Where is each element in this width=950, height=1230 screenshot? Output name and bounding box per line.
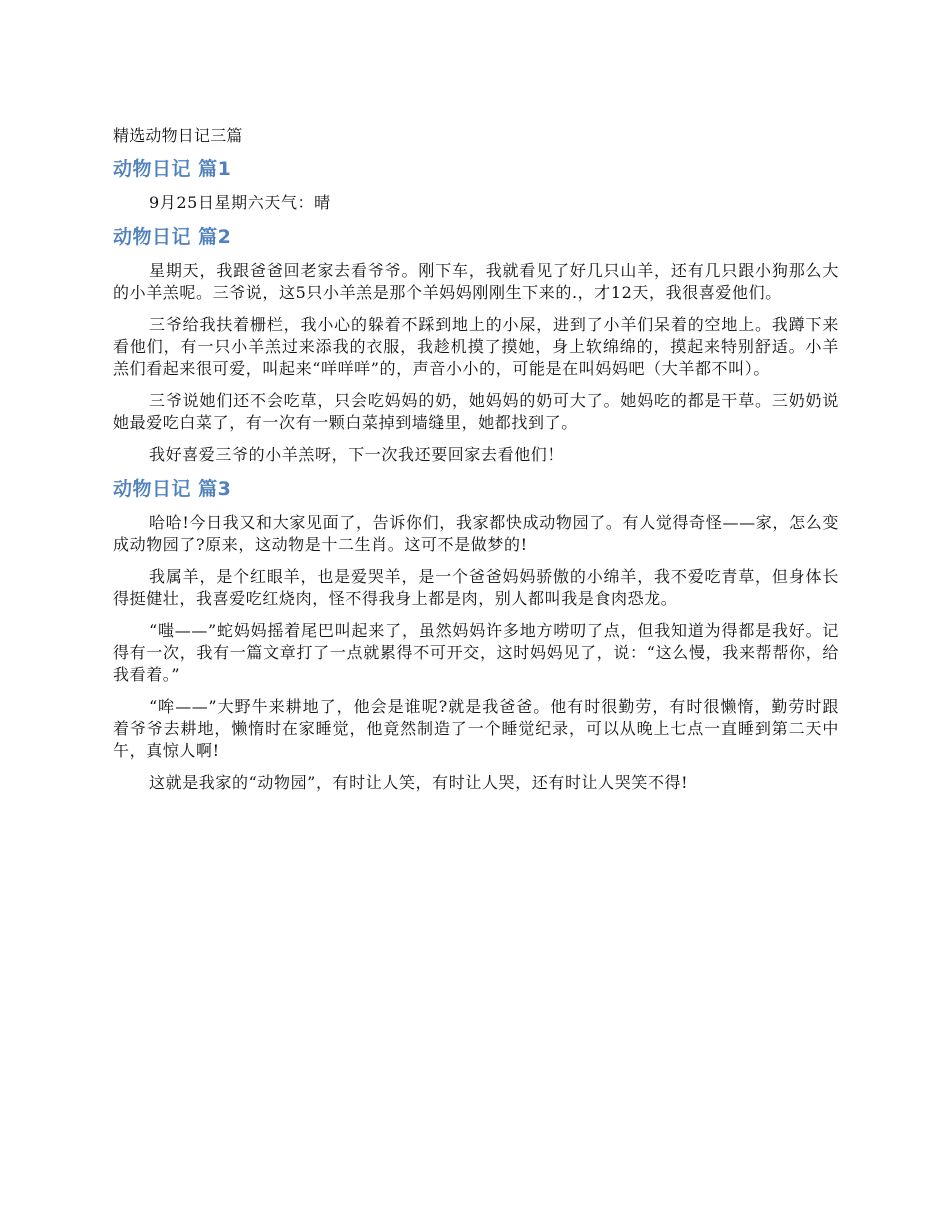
section-1 bbox=[113, 156, 839, 214]
paragraph: 9月25日星期六天气：晴 bbox=[149, 193, 331, 212]
section-heading: 动物日记 篇3 bbox=[113, 478, 232, 500]
section-2 bbox=[113, 224, 839, 466]
paragraph: “哞——”大野牛来耕地了，他会是谁呢?就是我爸爸。他有时很勤劳，有时很懒惰，勤劳时跟着爷爷去耕地，懒惰时在家睡觉，他竟然制造了一个睡觉纪录，可以从晚上七点一直睡到第二天中午，真惊人啊! bbox=[113, 697, 839, 760]
paragraph: 我好喜爱三爷的小羊羔呀，下一次我还要回家去看他们！ bbox=[149, 445, 565, 464]
paragraph: 哈哈!今日我又和大家见面了，告诉你们，我家都快成动物园了。有人觉得奇怪——家，怎么变成动物园了?原来，这动物是十二生肖。这可不是做梦的! bbox=[113, 513, 839, 554]
section-heading: 动物日记 篇2 bbox=[113, 226, 232, 248]
section-3 bbox=[113, 476, 839, 794]
paragraph: 我属羊，是个红眼羊，也是爱哭羊，是一个爸爸妈妈骄傲的小绵羊，我不爱吃青草，但身体长得挺健壮，我喜爱吃红烧肉，怪不得我身上都是肉，别人都叫我是食肉恐龙。 bbox=[113, 567, 839, 608]
section-heading: 动物日记 篇1 bbox=[113, 158, 232, 180]
paragraph: 星期天，我跟爸爸回老家去看爷爷。刚下车，我就看见了好几只山羊，还有几只跟小狗那么大的小羊羔呢。三爷说，这5只小羊羔是那个羊妈妈刚刚生下来的.，才12天，我很喜爱他们。 bbox=[113, 261, 839, 302]
paragraph: 三爷给我扶着栅栏，我小心的躲着不踩到地上的小屎，进到了小羊们呆着的空地上。我蹲下来看他们，有一只小羊羔过来添我的衣服，我趁机摸了摸她，身上软绵绵的，摸起来特别舒适。小羊羔们看起来很可爱，叫起来“咩咩咩”的，声音小小的，可能是在叫妈妈吧（大羊都不叫）。 bbox=[113, 315, 839, 378]
paragraph: 这就是我家的“动物园”，有时让人笑，有时让人哭，还有时让人哭笑不得! bbox=[149, 773, 689, 792]
document-title: 精选动物日记三篇 bbox=[113, 126, 243, 145]
paragraph: “嗤——”蛇妈妈摇着尾巴叫起来了，虽然妈妈许多地方唠叨了点，但我知道为得都是我好。记得有一次，我有一篇文章打了一点就累得不可开交，这时妈妈见了，说：“这么慢，我来帮帮你，给我看着。” bbox=[113, 621, 839, 684]
document-page bbox=[113, 124, 839, 804]
paragraph: 三爷说她们还不会吃草，只会吃妈妈的奶，她妈妈的奶可大了。她妈吃的都是干草。三奶奶说她最爱吃白菜了，有一次有一颗白菜掉到墙缝里，她都找到了。 bbox=[113, 391, 839, 432]
